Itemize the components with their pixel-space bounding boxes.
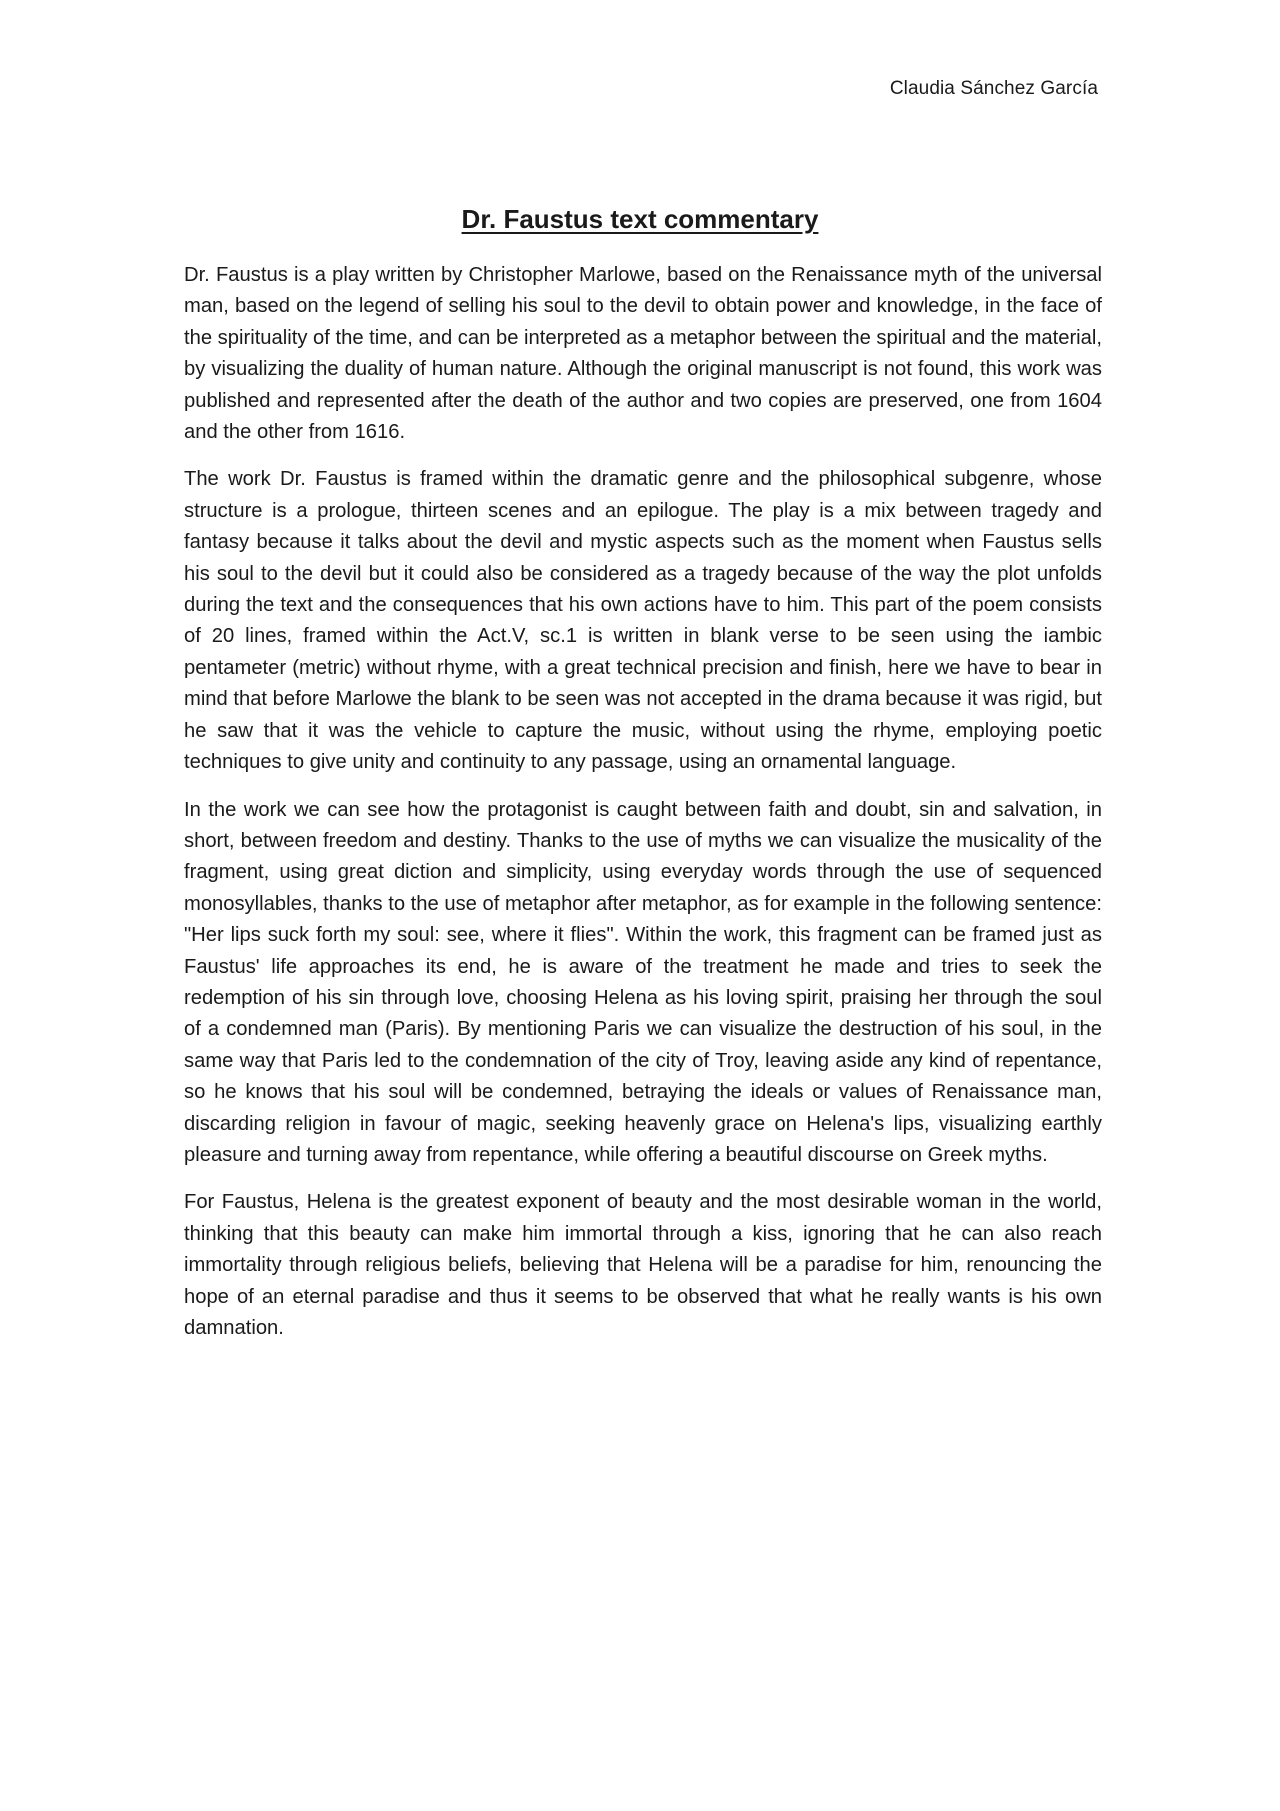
document-title: Dr. Faustus text commentary (461, 204, 819, 234)
header-author: Claudia Sánchez García (889, 78, 1098, 99)
paragraph-4: For Faustus, Helena is the greatest exponent of beauty and the most desirable woman in the world, thinking that this beauty can make him immortal through a kiss, ignoring that he can also reach immortality through religious beliefs, believing that Helena will be a paradise for him, renouncing the hope of an eternal paradise and thus it seems to be observed that what he really wants is his own damnation. (184, 1191, 1102, 1339)
paragraph-3: In the work we can see how the protagonist is caught between faith and doubt, sin and salvation, in short, between freedom and destiny. Thanks to the use of myths we can visualize the musicality of the fragment, using great diction and simplicity, using everyday words through the use of sequenced monosyllables, thanks to the use of metaphor after metaphor, as for example in the following sentence: "Her lips suck forth my soul: see, where it flies". Within the work, this fragment can be framed just as Faustus' life approaches its end, he is aware of the treatment he made and tries to seek the redemption of his sin through love, choosing Helena as his loving spirit, praising her through the soul of a condemned man (Paris). By mentioning Paris we can visualize the destruction of his soul, in the same way that Paris led to the condemnation of the city of Troy, leaving aside any kind of repentance, so he knows that his soul will be condemned, betraying the ideals or values of Renaissance man, discarding religion in favour of magic, seeking heavenly grace on Helena's lips, visualizing earthly pleasure and turning away from repentance, while offering a beautiful discourse on Greek myths. (184, 798, 1102, 1166)
paragraph-1: Dr. Faustus is a play written by Christopher Marlowe, based on the Renaissance myth of the universal man, based on the legend of selling his soul to the devil to obtain power and knowledge, in the face of the spirituality of the time, and can be interpreted as a metaphor between the spiritual and the material, by visualizing the duality of human nature. Although the original manuscript is not found, this work was published and represented after the death of the author and two copies are preserved, one from 1604 and the other from 1616. (184, 264, 1102, 444)
document-body (184, 260, 1102, 1360)
paragraph-2: The work Dr. Faustus is framed within the dramatic genre and the philosophical subgenre, whose structure is a prologue, thirteen scenes and an epilogue. The play is a mix between tragedy and fantasy because it talks about the devil and mystic aspects such as the moment when Faustus sells his soul to the devil but it could also be considered as a tragedy because of the way the plot unfolds during the text and the consequences that his own actions have to him. This part of the poem consists of 20 lines, framed within the Act.V, sc.1 is written in blank verse to be seen using the iambic pentameter (metric) without rhyme, with a great technical precision and finish, here we have to bear in mind that before Marlowe the blank to be seen was not accepted in the drama because it was rigid, but he saw that it was the vehicle to capture the music, without using the rhyme, employing poetic techniques to give unity and continuity to any passage, using an ornamental language. (184, 468, 1102, 774)
